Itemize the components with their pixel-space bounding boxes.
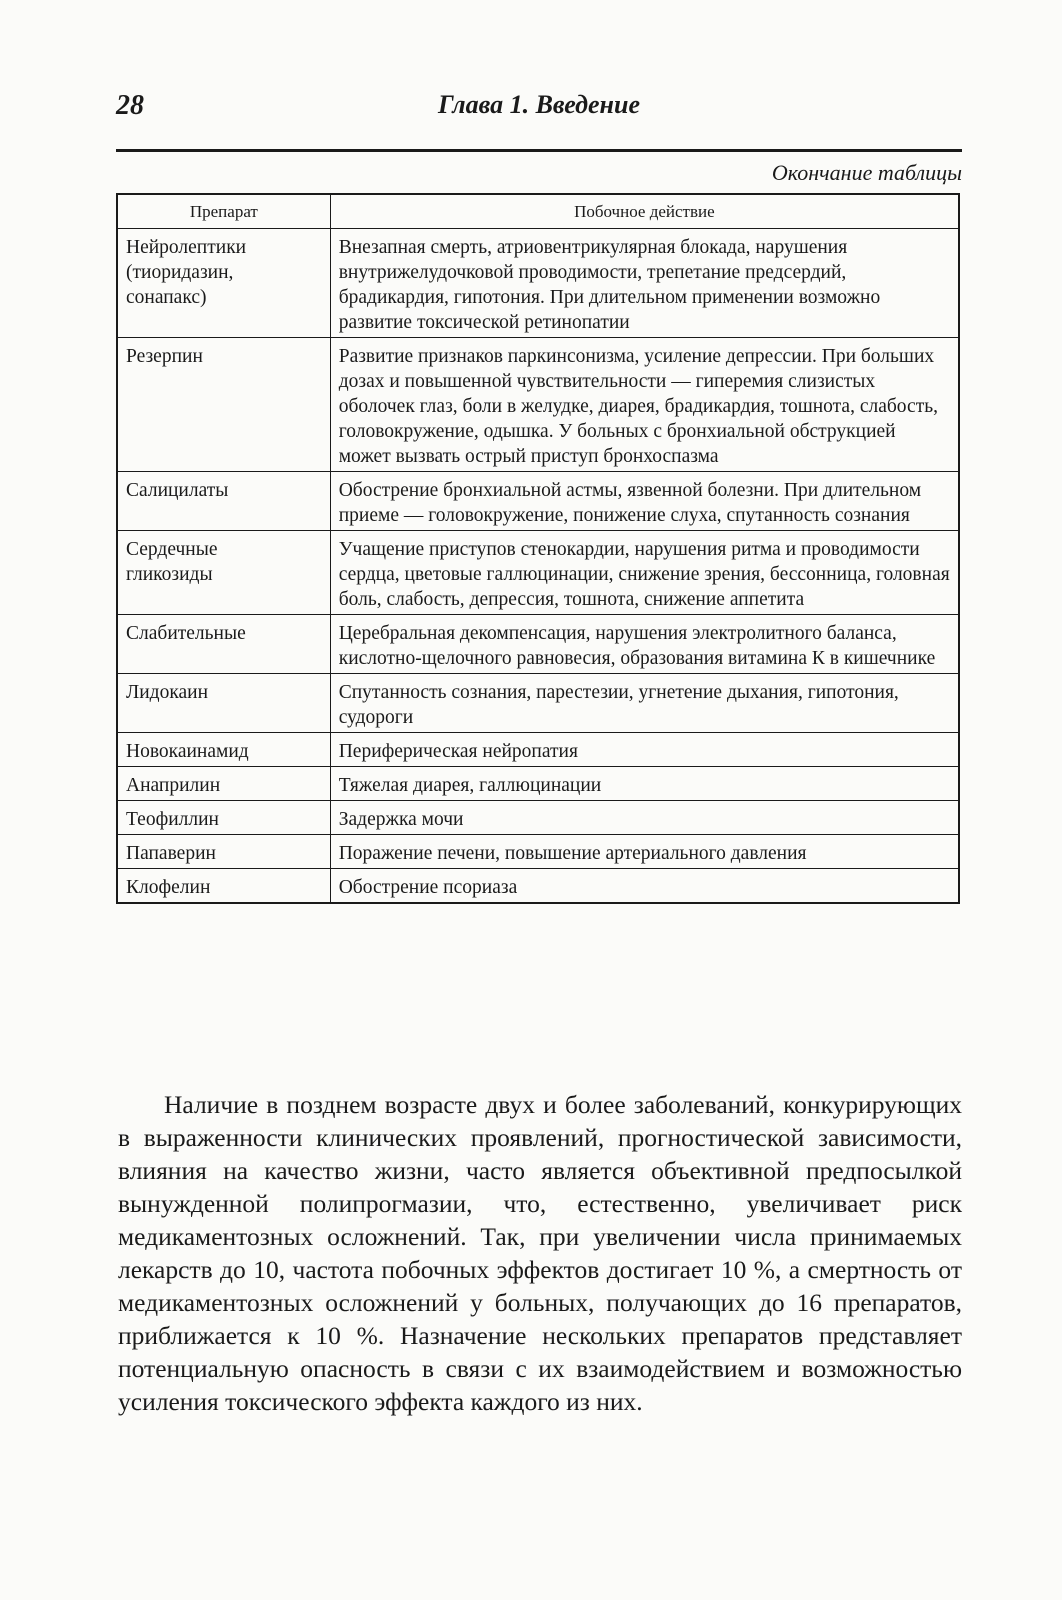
header-rule [116, 149, 962, 152]
drug-cell: Лидокаин [117, 674, 330, 733]
effect-cell: Периферическая нейропатия [330, 733, 959, 767]
effect-cell: Поражение печени, повышение артериального давления [330, 835, 959, 869]
table-row [117, 472, 959, 531]
column-header-effect: Побочное действие [330, 194, 959, 229]
table-row [117, 531, 959, 615]
page-number: 28 [116, 90, 144, 121]
effect-cell: Обострение псориаза [330, 869, 959, 904]
drug-cell: Анаприлин [117, 767, 330, 801]
table-row [117, 801, 959, 835]
table-row [117, 615, 959, 674]
table-row [117, 338, 959, 472]
drug-cell: Теофиллин [117, 801, 330, 835]
effect-cell: Церебральная декомпенсация, нарушения электролитного баланса, кислотно-щелочного равновесия, образования витамина К в кишечнике [330, 615, 959, 674]
table-row [117, 674, 959, 733]
table-row [117, 869, 959, 904]
table-header-row [117, 194, 959, 229]
body-paragraph: Наличие в позднем возрасте двух и более заболеваний, конкурирующих в выраженности клинических проявлений, прогностической зависимости, влияния на качество жизни, часто является объективной предпосылкой вынужденной полипрогмазии, что, естественно, увеличивает риск медикаментозных осложнений. Так, при увеличении числа принимаемых лекарств до 10, частота побочных эффектов достигает 10 %, а смертность от медикаментозных осложнений у больных, получающих до 16 препаратов, приближается к 10 %. Назначение нескольких препаратов представляет потенциальную опасность в связи с их взаимодействием и возможностью усиления токсического эффекта каждого из них. [118, 1090, 962, 1416]
drug-cell: Клофелин [117, 869, 330, 904]
table-row [117, 229, 959, 338]
table-continuation-label: Окончание таблицы [771, 160, 962, 185]
drug-cell: Папаверин [117, 835, 330, 869]
effect-cell: Учащение приступов стенокардии, нарушения ритма и проводимости сердца, цветовые галлюцинации, снижение зрения, бессонница, головная боль, слабость, депрессия, тошнота, снижение аппетита [330, 531, 959, 615]
effect-cell: Тяжелая диарея, галлюцинации [330, 767, 959, 801]
column-header-drug: Препарат [117, 194, 330, 229]
running-title: Глава 1. Введение [437, 90, 640, 119]
drug-cell: Новокаинамид [117, 733, 330, 767]
effect-cell: Спутанность сознания, парестезии, угнетение дыхания, гипотония, судороги [330, 674, 959, 733]
effect-cell: Обострение бронхиальной астмы, язвенной болезни. При длительном приеме — головокружение, понижение слуха, спутанность сознания [330, 472, 959, 531]
table-row [117, 835, 959, 869]
effect-cell: Внезапная смерть, атриовентрикулярная блокада, нарушения внутрижелудочковой проводимости, трепетание предсердий, брадикардия, гипотония. При длительном применении возможно развитие токсической ретинопатии [330, 229, 959, 338]
drug-cell: Сердечные гликозиды [117, 531, 330, 615]
drug-cell: Резерпин [117, 338, 330, 472]
drug-cell: Нейролептики (тиоридазин, сонапакс) [117, 229, 330, 338]
page-header [116, 90, 962, 132]
table-row [117, 733, 959, 767]
table-row [117, 767, 959, 801]
effect-cell: Развитие признаков паркинсонизма, усиление депрессии. При больших дозах и повышенной чувствительности — гиперемия слизистых оболочек глаз, боли в желудке, диарея, брадикардия, тошнота, слабость, головокружение, одышка. У больных с бронхиальной обструкцией может вызвать острый приступ бронхоспазма [330, 338, 959, 472]
drug-cell: Салицилаты [117, 472, 330, 531]
side-effects-table [116, 193, 960, 904]
drug-cell: Слабительные [117, 615, 330, 674]
effect-cell: Задержка мочи [330, 801, 959, 835]
